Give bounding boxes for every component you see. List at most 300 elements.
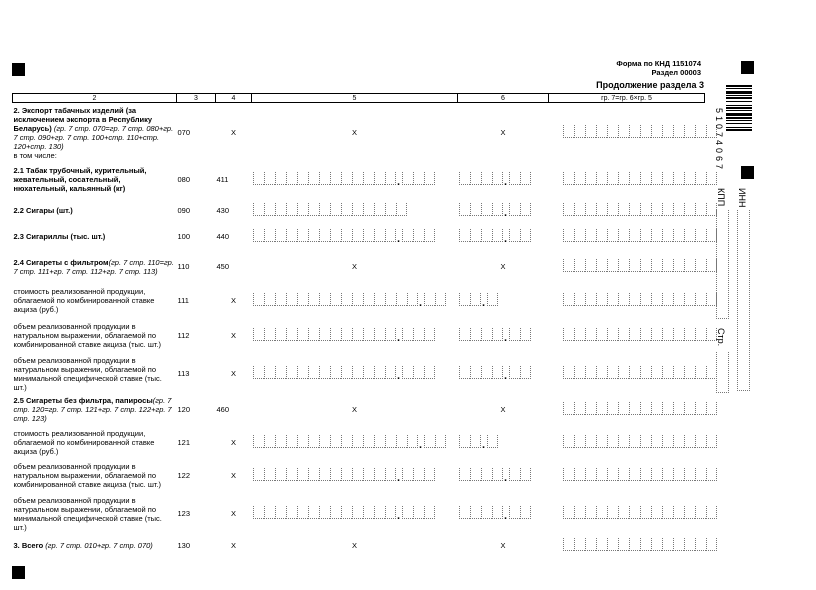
digit-cell[interactable] — [607, 435, 618, 448]
digit-cell[interactable] — [618, 435, 629, 448]
digit-cell[interactable] — [286, 506, 297, 519]
digit-cell[interactable] — [253, 328, 264, 341]
digit-cell[interactable] — [470, 506, 481, 519]
digit-cell[interactable] — [481, 229, 492, 242]
digit-cell[interactable] — [574, 402, 585, 415]
rate-fraction-field[interactable] — [509, 203, 531, 216]
amount-field[interactable] — [253, 229, 396, 242]
digit-cell[interactable] — [706, 538, 717, 551]
digit-cell[interactable] — [413, 328, 424, 341]
digit-cell[interactable] — [640, 468, 651, 481]
digit-cell[interactable] — [640, 125, 651, 138]
digit-cell[interactable] — [640, 435, 651, 448]
total-field[interactable] — [563, 125, 717, 138]
digit-cell[interactable] — [706, 468, 717, 481]
digit-cell[interactable] — [629, 125, 640, 138]
digit-cell[interactable] — [253, 229, 264, 242]
digit-cell[interactable] — [385, 293, 396, 306]
digit-cell[interactable] — [618, 366, 629, 379]
digit-cell[interactable] — [352, 229, 363, 242]
digit-cell[interactable] — [363, 366, 374, 379]
rate-field[interactable] — [459, 203, 503, 216]
digit-cell[interactable] — [596, 435, 607, 448]
digit-cell[interactable] — [673, 366, 684, 379]
digit-cell[interactable] — [297, 366, 308, 379]
digit-cell[interactable] — [492, 468, 503, 481]
digit-cell[interactable] — [363, 328, 374, 341]
digit-cell[interactable] — [487, 293, 498, 306]
digit-cell[interactable] — [596, 229, 607, 242]
amount-field[interactable] — [253, 366, 396, 379]
digit-cell[interactable] — [651, 435, 662, 448]
digit-cell[interactable] — [651, 366, 662, 379]
digit-cell[interactable] — [402, 172, 413, 185]
digit-cell[interactable] — [640, 293, 651, 306]
digit-cell[interactable] — [352, 203, 363, 216]
total-field[interactable] — [563, 203, 717, 216]
digit-cell[interactable] — [264, 328, 275, 341]
digit-cell[interactable] — [275, 468, 286, 481]
digit-cell[interactable] — [640, 259, 651, 272]
digit-cell[interactable] — [585, 366, 596, 379]
digit-cell[interactable] — [662, 229, 673, 242]
digit-cell[interactable] — [640, 172, 651, 185]
digit-cell[interactable] — [470, 328, 481, 341]
digit-cell[interactable] — [492, 506, 503, 519]
amount-field[interactable] — [253, 172, 396, 185]
digit-cell[interactable] — [673, 259, 684, 272]
digit-cell[interactable] — [574, 259, 585, 272]
digit-cell[interactable] — [402, 328, 413, 341]
digit-cell[interactable] — [459, 468, 470, 481]
digit-cell[interactable] — [618, 468, 629, 481]
digit-cell[interactable] — [574, 203, 585, 216]
digit-cell[interactable] — [341, 435, 352, 448]
digit-cell[interactable] — [286, 203, 297, 216]
digit-cell[interactable] — [385, 435, 396, 448]
digit-cell[interactable] — [407, 435, 418, 448]
digit-cell[interactable] — [706, 328, 717, 341]
digit-cell[interactable] — [286, 229, 297, 242]
digit-cell[interactable] — [286, 435, 297, 448]
digit-cell[interactable] — [563, 366, 574, 379]
digit-cell[interactable] — [520, 229, 531, 242]
digit-cell[interactable] — [509, 203, 520, 216]
digit-cell[interactable] — [618, 125, 629, 138]
digit-cell[interactable] — [319, 293, 330, 306]
digit-cell[interactable] — [618, 259, 629, 272]
digit-cell[interactable] — [673, 402, 684, 415]
digit-cell[interactable] — [264, 366, 275, 379]
digit-cell[interactable] — [352, 468, 363, 481]
digit-cell[interactable] — [297, 293, 308, 306]
digit-cell[interactable] — [459, 203, 470, 216]
rate-fraction-field[interactable] — [509, 506, 531, 519]
digit-cell[interactable] — [662, 172, 673, 185]
rate-fraction-field[interactable] — [487, 435, 498, 448]
digit-cell[interactable] — [574, 468, 585, 481]
digit-cell[interactable] — [330, 172, 341, 185]
digit-cell[interactable] — [374, 293, 385, 306]
digit-cell[interactable] — [424, 468, 435, 481]
amount-fraction-field[interactable] — [402, 468, 435, 481]
digit-cell[interactable] — [413, 468, 424, 481]
digit-cell[interactable] — [596, 172, 607, 185]
digit-cell[interactable] — [470, 229, 481, 242]
digit-cell[interactable] — [253, 203, 264, 216]
digit-cell[interactable] — [596, 506, 607, 519]
digit-cell[interactable] — [308, 293, 319, 306]
digit-cell[interactable] — [330, 506, 341, 519]
total-field[interactable] — [563, 259, 717, 272]
digit-cell[interactable] — [651, 506, 662, 519]
digit-cell[interactable] — [481, 172, 492, 185]
digit-cell[interactable] — [574, 366, 585, 379]
rate-field[interactable] — [459, 172, 503, 185]
digit-cell[interactable] — [618, 293, 629, 306]
digit-cell[interactable] — [662, 435, 673, 448]
digit-cell[interactable] — [297, 328, 308, 341]
digit-cell[interactable] — [385, 203, 396, 216]
digit-cell[interactable] — [706, 506, 717, 519]
digit-cell[interactable] — [618, 229, 629, 242]
digit-cell[interactable] — [341, 506, 352, 519]
digit-cell[interactable] — [695, 366, 706, 379]
digit-cell[interactable] — [695, 506, 706, 519]
digit-cell[interactable] — [651, 125, 662, 138]
digit-cell[interactable] — [662, 506, 673, 519]
digit-cell[interactable] — [684, 468, 695, 481]
digit-cell[interactable] — [341, 328, 352, 341]
digit-cell[interactable] — [413, 172, 424, 185]
digit-cell[interactable] — [330, 468, 341, 481]
digit-cell[interactable] — [492, 203, 503, 216]
digit-cell[interactable] — [319, 435, 330, 448]
digit-cell[interactable] — [607, 125, 618, 138]
digit-cell[interactable] — [374, 203, 385, 216]
amount-field[interactable] — [253, 293, 418, 306]
digit-cell[interactable] — [297, 172, 308, 185]
digit-cell[interactable] — [574, 538, 585, 551]
digit-cell[interactable] — [684, 229, 695, 242]
digit-cell[interactable] — [629, 203, 640, 216]
digit-cell[interactable] — [374, 506, 385, 519]
digit-cell[interactable] — [470, 203, 481, 216]
digit-cell[interactable] — [706, 402, 717, 415]
digit-cell[interactable] — [574, 293, 585, 306]
digit-cell[interactable] — [563, 468, 574, 481]
digit-cell[interactable] — [509, 328, 520, 341]
digit-cell[interactable] — [264, 506, 275, 519]
digit-cell[interactable] — [684, 538, 695, 551]
digit-cell[interactable] — [673, 328, 684, 341]
digit-cell[interactable] — [363, 435, 374, 448]
digit-cell[interactable] — [618, 203, 629, 216]
digit-cell[interactable] — [459, 229, 470, 242]
digit-cell[interactable] — [264, 203, 275, 216]
digit-cell[interactable] — [629, 435, 640, 448]
digit-cell[interactable] — [253, 435, 264, 448]
digit-cell[interactable] — [424, 328, 435, 341]
digit-cell[interactable] — [275, 328, 286, 341]
digit-cell[interactable] — [352, 435, 363, 448]
digit-cell[interactable] — [695, 328, 706, 341]
digit-cell[interactable] — [607, 506, 618, 519]
digit-cell[interactable] — [629, 172, 640, 185]
total-field[interactable] — [563, 229, 717, 242]
digit-cell[interactable] — [363, 506, 374, 519]
digit-cell[interactable] — [574, 435, 585, 448]
digit-cell[interactable] — [481, 328, 492, 341]
digit-cell[interactable] — [275, 506, 286, 519]
digit-cell[interactable] — [618, 328, 629, 341]
digit-cell[interactable] — [319, 203, 330, 216]
digit-cell[interactable] — [396, 203, 407, 216]
digit-cell[interactable] — [509, 468, 520, 481]
rate-field[interactable] — [459, 468, 503, 481]
digit-cell[interactable] — [618, 172, 629, 185]
total-field[interactable] — [563, 435, 717, 448]
amount-fraction-field[interactable] — [402, 366, 435, 379]
digit-cell[interactable] — [662, 125, 673, 138]
digit-cell[interactable] — [459, 435, 470, 448]
digit-cell[interactable] — [684, 506, 695, 519]
digit-cell[interactable] — [374, 435, 385, 448]
digit-cell[interactable] — [363, 203, 374, 216]
digit-cell[interactable] — [459, 172, 470, 185]
digit-cell[interactable] — [424, 435, 435, 448]
rate-field[interactable] — [459, 328, 503, 341]
digit-cell[interactable] — [684, 293, 695, 306]
digit-cell[interactable] — [640, 506, 651, 519]
amount-field[interactable] — [253, 468, 396, 481]
digit-cell[interactable] — [297, 506, 308, 519]
kpp-field[interactable] — [716, 210, 729, 319]
digit-cell[interactable] — [695, 538, 706, 551]
digit-cell[interactable] — [352, 506, 363, 519]
digit-cell[interactable] — [385, 366, 396, 379]
digit-cell[interactable] — [662, 366, 673, 379]
digit-cell[interactable] — [385, 328, 396, 341]
digit-cell[interactable] — [596, 259, 607, 272]
digit-cell[interactable] — [651, 402, 662, 415]
amount-fraction-field[interactable] — [424, 293, 446, 306]
digit-cell[interactable] — [330, 229, 341, 242]
total-field[interactable] — [563, 402, 717, 415]
digit-cell[interactable] — [481, 506, 492, 519]
digit-cell[interactable] — [330, 435, 341, 448]
digit-cell[interactable] — [629, 366, 640, 379]
digit-cell[interactable] — [286, 293, 297, 306]
digit-cell[interactable] — [319, 468, 330, 481]
digit-cell[interactable] — [607, 229, 618, 242]
digit-cell[interactable] — [275, 229, 286, 242]
digit-cell[interactable] — [596, 538, 607, 551]
digit-cell[interactable] — [629, 293, 640, 306]
digit-cell[interactable] — [662, 203, 673, 216]
digit-cell[interactable] — [684, 435, 695, 448]
digit-cell[interactable] — [673, 203, 684, 216]
digit-cell[interactable] — [253, 366, 264, 379]
digit-cell[interactable] — [585, 538, 596, 551]
digit-cell[interactable] — [651, 538, 662, 551]
digit-cell[interactable] — [492, 328, 503, 341]
digit-cell[interactable] — [629, 328, 640, 341]
digit-cell[interactable] — [402, 366, 413, 379]
digit-cell[interactable] — [509, 506, 520, 519]
digit-cell[interactable] — [520, 366, 531, 379]
digit-cell[interactable] — [695, 293, 706, 306]
digit-cell[interactable] — [662, 293, 673, 306]
digit-cell[interactable] — [424, 506, 435, 519]
amount-fraction-field[interactable] — [402, 229, 435, 242]
digit-cell[interactable] — [563, 328, 574, 341]
digit-cell[interactable] — [330, 366, 341, 379]
digit-cell[interactable] — [563, 435, 574, 448]
digit-cell[interactable] — [574, 172, 585, 185]
digit-cell[interactable] — [413, 506, 424, 519]
total-field[interactable] — [563, 468, 717, 481]
digit-cell[interactable] — [413, 229, 424, 242]
digit-cell[interactable] — [275, 293, 286, 306]
digit-cell[interactable] — [673, 172, 684, 185]
total-field[interactable] — [563, 293, 717, 306]
digit-cell[interactable] — [264, 435, 275, 448]
rate-field[interactable] — [459, 435, 481, 448]
digit-cell[interactable] — [385, 468, 396, 481]
digit-cell[interactable] — [481, 366, 492, 379]
digit-cell[interactable] — [684, 259, 695, 272]
digit-cell[interactable] — [629, 506, 640, 519]
digit-cell[interactable] — [319, 172, 330, 185]
digit-cell[interactable] — [706, 172, 717, 185]
digit-cell[interactable] — [435, 435, 446, 448]
total-field[interactable] — [563, 328, 717, 341]
digit-cell[interactable] — [673, 435, 684, 448]
digit-cell[interactable] — [607, 328, 618, 341]
digit-cell[interactable] — [673, 538, 684, 551]
digit-cell[interactable] — [695, 468, 706, 481]
digit-cell[interactable] — [706, 366, 717, 379]
digit-cell[interactable] — [596, 366, 607, 379]
digit-cell[interactable] — [264, 293, 275, 306]
digit-cell[interactable] — [424, 229, 435, 242]
digit-cell[interactable] — [520, 172, 531, 185]
digit-cell[interactable] — [424, 172, 435, 185]
digit-cell[interactable] — [695, 259, 706, 272]
digit-cell[interactable] — [459, 506, 470, 519]
digit-cell[interactable] — [596, 468, 607, 481]
digit-cell[interactable] — [374, 229, 385, 242]
digit-cell[interactable] — [509, 172, 520, 185]
digit-cell[interactable] — [275, 172, 286, 185]
digit-cell[interactable] — [673, 468, 684, 481]
digit-cell[interactable] — [585, 328, 596, 341]
digit-cell[interactable] — [352, 293, 363, 306]
rate-fraction-field[interactable] — [509, 366, 531, 379]
digit-cell[interactable] — [662, 538, 673, 551]
digit-cell[interactable] — [330, 293, 341, 306]
digit-cell[interactable] — [585, 435, 596, 448]
digit-cell[interactable] — [640, 366, 651, 379]
digit-cell[interactable] — [308, 172, 319, 185]
digit-cell[interactable] — [684, 328, 695, 341]
digit-cell[interactable] — [585, 293, 596, 306]
digit-cell[interactable] — [374, 328, 385, 341]
digit-cell[interactable] — [481, 468, 492, 481]
digit-cell[interactable] — [662, 328, 673, 341]
digit-cell[interactable] — [363, 229, 374, 242]
digit-cell[interactable] — [363, 172, 374, 185]
rate-fraction-field[interactable] — [509, 229, 531, 242]
digit-cell[interactable] — [341, 366, 352, 379]
digit-cell[interactable] — [684, 172, 695, 185]
digit-cell[interactable] — [253, 293, 264, 306]
digit-cell[interactable] — [492, 366, 503, 379]
digit-cell[interactable] — [651, 468, 662, 481]
digit-cell[interactable] — [574, 125, 585, 138]
digit-cell[interactable] — [607, 538, 618, 551]
digit-cell[interactable] — [607, 402, 618, 415]
digit-cell[interactable] — [402, 229, 413, 242]
digit-cell[interactable] — [308, 506, 319, 519]
digit-cell[interactable] — [607, 203, 618, 216]
digit-cell[interactable] — [275, 203, 286, 216]
digit-cell[interactable] — [585, 125, 596, 138]
digit-cell[interactable] — [618, 506, 629, 519]
total-field[interactable] — [563, 506, 717, 519]
total-field[interactable] — [563, 366, 717, 379]
digit-cell[interactable] — [481, 203, 492, 216]
digit-cell[interactable] — [352, 366, 363, 379]
digit-cell[interactable] — [563, 259, 574, 272]
digit-cell[interactable] — [574, 328, 585, 341]
amount-field[interactable] — [253, 328, 396, 341]
digit-cell[interactable] — [470, 468, 481, 481]
digit-cell[interactable] — [253, 172, 264, 185]
digit-cell[interactable] — [341, 203, 352, 216]
digit-cell[interactable] — [640, 203, 651, 216]
digit-cell[interactable] — [651, 293, 662, 306]
digit-cell[interactable] — [275, 366, 286, 379]
digit-cell[interactable] — [297, 203, 308, 216]
digit-cell[interactable] — [574, 229, 585, 242]
digit-cell[interactable] — [424, 293, 435, 306]
digit-cell[interactable] — [585, 229, 596, 242]
digit-cell[interactable] — [695, 229, 706, 242]
digit-cell[interactable] — [607, 468, 618, 481]
digit-cell[interactable] — [695, 435, 706, 448]
digit-cell[interactable] — [520, 328, 531, 341]
digit-cell[interactable] — [585, 172, 596, 185]
digit-cell[interactable] — [585, 506, 596, 519]
digit-cell[interactable] — [319, 506, 330, 519]
digit-cell[interactable] — [684, 366, 695, 379]
digit-cell[interactable] — [695, 172, 706, 185]
digit-cell[interactable] — [563, 538, 574, 551]
digit-cell[interactable] — [629, 259, 640, 272]
digit-cell[interactable] — [297, 435, 308, 448]
digit-cell[interactable] — [629, 402, 640, 415]
digit-cell[interactable] — [520, 468, 531, 481]
digit-cell[interactable] — [341, 468, 352, 481]
digit-cell[interactable] — [695, 402, 706, 415]
digit-cell[interactable] — [407, 293, 418, 306]
digit-cell[interactable] — [374, 468, 385, 481]
digit-cell[interactable] — [607, 366, 618, 379]
amount-fraction-field[interactable] — [402, 328, 435, 341]
amount-field[interactable] — [253, 203, 407, 216]
